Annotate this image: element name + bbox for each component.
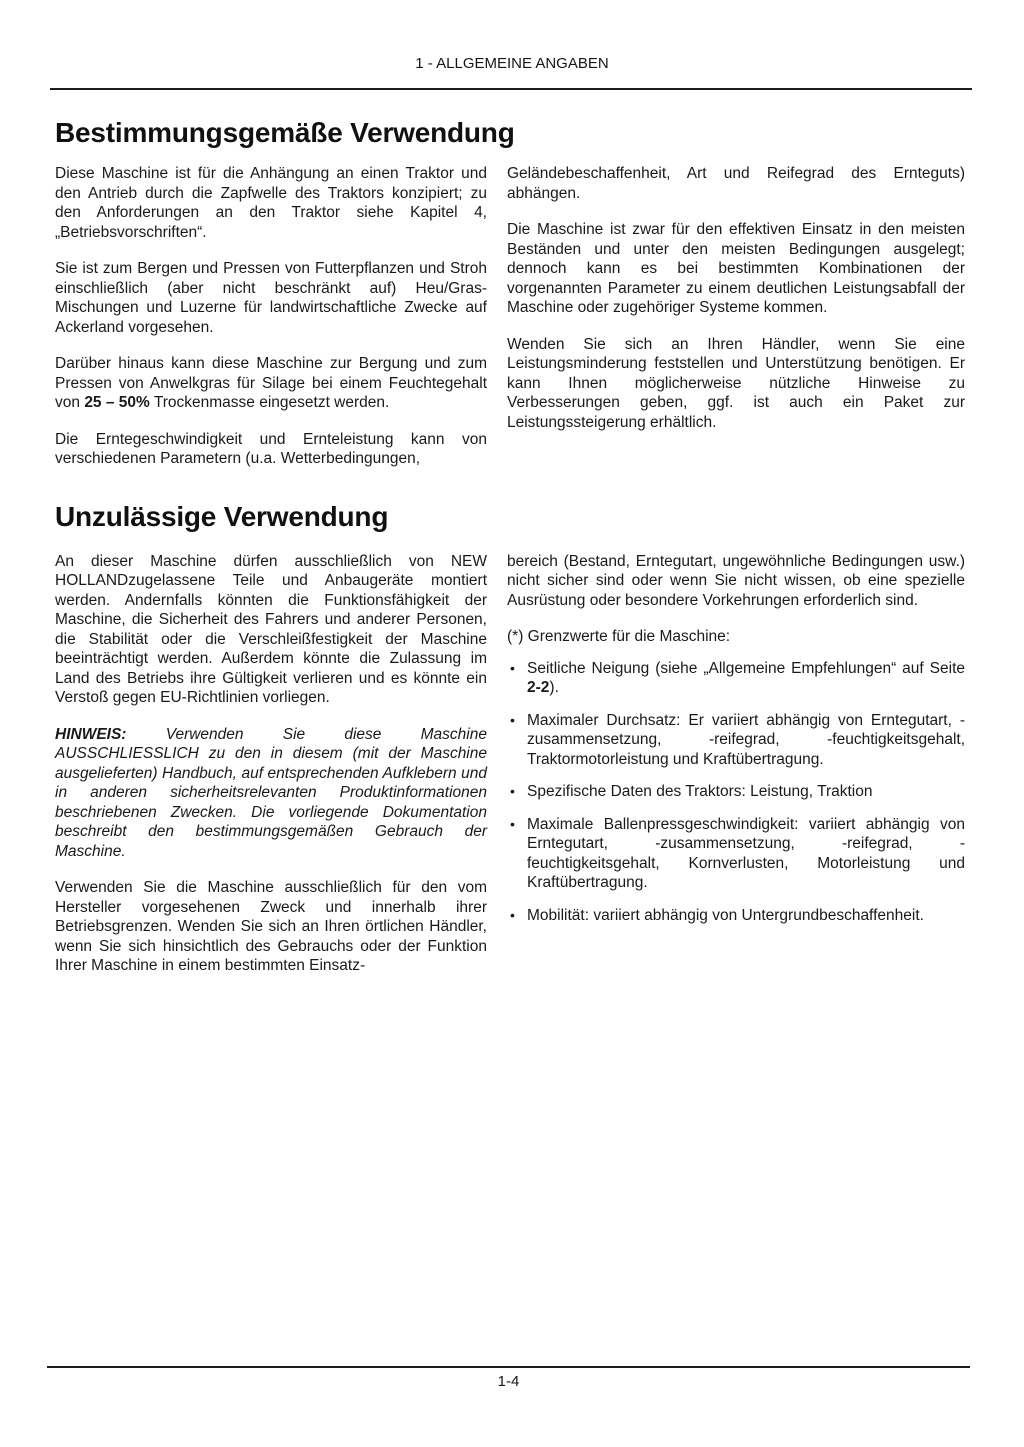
paragraph-text: Seitliche Neigung (siehe „Allgemeine Empfehlungen“ auf Seite: [527, 659, 965, 677]
right-column: [507, 552, 965, 993]
bold-value: 25 – 50%: [84, 394, 150, 411]
limits-intro: (*) Grenzwerte für die Maschine:: [507, 628, 731, 645]
paragraph-text: Mobilität: variiert abhängig von Untergrundbeschaffenheit.: [527, 906, 924, 924]
section-title-intended-use: Bestimmungsgemäße Verwendung: [55, 117, 515, 148]
paragraph-text: Maximaler Durchsatz: Er variiert abhängig von Erntegutart, -zusammensetzung, -reifegrad, -feuchtigkeitsgehalt, Traktormotorleistung und Kraftübertragung.: [527, 711, 965, 768]
body-paragraph: Geländebeschaffenheit, Art und Reifegrad des Ernteguts) abhängen.: [507, 165, 965, 202]
right-column: [507, 164, 965, 486]
two-column-block: [55, 164, 970, 486]
body-paragraph: An dieser Maschine dürfen ausschließlich von NEW HOLLANDzugelassene Teile und Anbaugeräte montiert werden. Andernfalls könnten die Funktionsfähigkeit der Maschine, die Sicherheit des Fahrers und anderer Personen, die Stabilität oder die Verschleißfestigkeit der Maschine beeinträchtigt werden. Außerdem könnte die Zulassung im Land des Betriebs ihre Gültigkeit verlieren und es könnte ein Verstoß gegen EU-Richtlinien vorliegen.: [55, 552, 487, 706]
limit-item: [507, 906, 965, 926]
limit-item: [507, 782, 965, 802]
footer-rule: [47, 1366, 970, 1368]
body-paragraph: Diese Maschine ist für die Anhängung an einen Traktor und den Antrieb durch die Zapfwelle des Traktors konzipiert; zu den Anforderungen an den Traktor siehe Kapitel 4, „Betriebsvorschriften“.: [55, 165, 487, 241]
limit-item: [507, 711, 965, 770]
left-column: [55, 164, 487, 486]
paragraph-text: Trockenmasse eingesetzt werden.: [149, 394, 390, 411]
two-column-block: [55, 552, 970, 993]
paragraph-text: Maximale Ballenpressgeschwindigkeit: variiert abhängig von Erntegutart, -zusammensetzung, -reifegrad, -feuchtigkeitsgehalt, Kornverlusten, Motorleistung und Kraftübertragung.: [527, 815, 965, 891]
header-rule: [50, 88, 972, 90]
page-content: [0, 116, 1024, 993]
body-paragraph: Verwenden Sie die Maschine ausschließlich für den vom Hersteller vorgesehenen Zweck und innerhalb ihrer Betriebsgrenzen. Wenden Sie sich an Ihren örtlichen Händler, wenn Sie sich hinsichtlich des Gebrauchs oder der Funktion Ihrer Maschine in einem bestimmten Einsatz-: [55, 879, 487, 974]
body-paragraph: [55, 354, 487, 413]
body-paragraph: Wenden Sie sich an Ihren Händler, wenn Sie eine Leistungsminderung feststellen und Unterstützung benötigen. Er kann Ihnen möglicherweise nützliche Hinweise zu Verbesserungen geben, ggf. ist auch ein Paket zur Leistungssteigerung erhältlich.: [507, 335, 965, 431]
section-intended-use: [55, 116, 970, 486]
limit-item: [507, 815, 965, 893]
body-paragraph: Die Erntegeschwindigkeit und Ernteleistung kann von verschiedenen Parametern (u.a. Wetterbedingungen,: [55, 430, 487, 467]
chapter-header: 1 - ALLGEMEINE ANGABEN: [415, 55, 609, 72]
section-prohibited-use: [55, 500, 970, 993]
section-title-prohibited-use: Unzulässige Verwendung: [55, 500, 389, 532]
note-label: HINWEIS:: [55, 725, 127, 743]
note-text: Verwenden Sie diese Maschine AUSSCHLIESSLICH zu den in diesem (mit der Maschine ausgelieferten) Handbuch, auf entsprechenden Aufklebern und in anderen sicherheitsrelevanten Produktinformationen beschriebenen Zwecken. Die vorliegende Dokumentation beschreibt den bestimmungsgemäßen Gebrauch der Maschine.: [55, 725, 487, 860]
limit-item: [507, 659, 965, 698]
bold-value: 2-2: [527, 679, 550, 696]
left-column: [55, 552, 487, 993]
paragraph-text: Darüber hinaus kann diese Maschine zur Bergung und zum Pressen von Anwelkgras für Silage bei einem Feuchtegehalt von: [55, 355, 487, 411]
page-number: 1-4: [497, 1373, 520, 1390]
page-footer: [47, 1366, 970, 1390]
body-paragraph: Sie ist zum Bergen und Pressen von Futterpflanzen und Stroh einschließlich (aber nicht beschränkt auf) Heu/Gras-Mischungen und Luzerne für landwirtschaftliche Zwecke auf Ackerland vorgesehen.: [55, 260, 487, 336]
paragraph-text: Spezifische Daten des Traktors: Leistung, Traktion: [527, 783, 873, 800]
paragraph-text: ).: [549, 679, 559, 696]
body-paragraph: Die Maschine ist zwar für den effektiven Einsatz in den meisten Beständen und unter den meisten Bedingungen ausgelegt; dennoch kann es bei bestimmten Kombinationen der vorgenannten Parameter zu einem deutlichen Leistungsabfall der Maschine oder zugehöriger Systeme kommen.: [507, 221, 965, 316]
body-paragraph: bereich (Bestand, Erntegutart, ungewöhnliche Bedingungen usw.) nicht sicher sind oder wenn Sie nicht wissen, ob eine spezielle Ausrüstung oder besondere Vorkehrungen erforderlich sind.: [507, 552, 965, 609]
limits-list: [507, 659, 965, 926]
note-paragraph: [55, 725, 487, 862]
